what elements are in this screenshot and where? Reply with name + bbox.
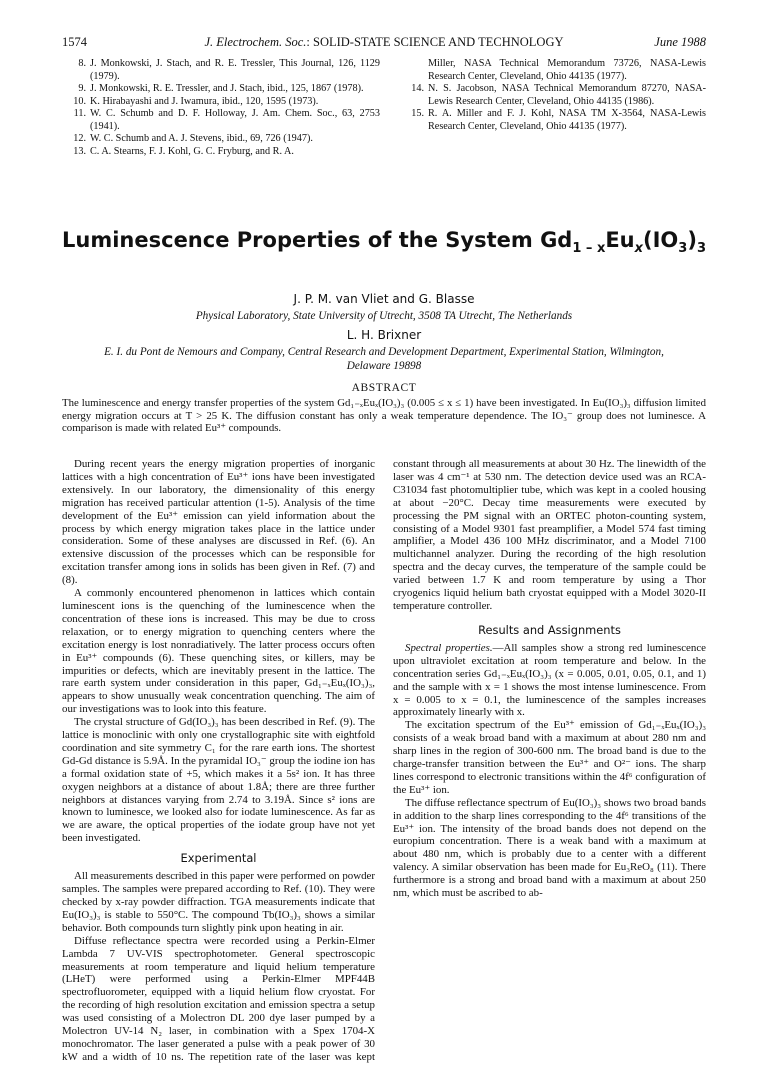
reference-item (62, 58, 380, 83)
title-subscript: 1 – x (572, 241, 606, 257)
reference-number: 13. (73, 145, 86, 157)
author-line-2: L. H. Brixner (346, 328, 422, 342)
reference-text: Miller, NASA Technical Memorandum 73726, NASA-Lewis Research Center, Cleveland, Ohio 44135 (1977). (428, 58, 706, 82)
article-title (62, 226, 706, 263)
journal-name: J. Electrochem. Soc. (204, 35, 307, 49)
reference-item (62, 146, 380, 159)
body-paragraph: The crystal structure of Gd(IO₃)₃ has been described in Ref. (9). The lattice is monoclinic with only one crystallographic site with eightfold coordination and site symmetry C₁ for the rare earth ions. The shortest Gd-Gd distance is 5.9Å. In the pyramidal IO₃⁻ group the iodine ion has a formal oxidation state of +5, which makes it a 5s² ion. It has three oxygen neighbors at a distance of about 1.8Å; there are three further neighbors at distances varying from 2.74 to 3.19Å. Since s² ions are known to luminesce, we looked also for iodate luminescence. As far as we are aware, the optical properties of the iodate group have not yet been investigated. (62, 716, 375, 845)
body-paragraph: All measurements described in this paper were performed on powder samples. The samples were prepared according to Ref. (10). They were checked by x-ray powder diffraction. TGA measurements indicate that Eu(IO₃)₃ is stable to 550°C. The compound Tb(IO₃)₃ shows a similar behavior. Both compounds turn slightly pink upon heating in air. (62, 870, 375, 934)
body-paragraph: Diffuse reflectance spectra were recorded using a Perkin-Elmer Lambda 7 UV-VIS spectrophotometer. General spectroscopic measurements at room temperature and liquid helium temperature (LHeT) were performed using a Perkin-Elmer MPF44B spectrofluorometer, equipped with a liquid helium flow cryostat. For the recording of high resolution excitation and emission spectra a setup was used consisting of a Molectron DL 200 dye laser pumped by a Molectron UV-14 N₂ laser, in combination with a Spex 1704-X monochromator. The laser generated a pulse with a peak power of 30 kW and a width of 10 ns. The repetition rate of the laser was kept constant through all measurements at about 30 Hz. The linewidth of the laser was 4 cm⁻¹ at 530 nm. The detection device used was an RCA-C31034 fast photomultiplier tube, which was kept in a cooled housing at about −20°C. Decay time measurements were executed by processing the PM signal with an ORTEC photon-counting system, consisting of a Model 9301 fast preamplifier, a Model 574 fast timing amplifier, a Model 436 100 MHz discriminator, and a Model 7100 multichannel analyzer. During the recording of the high resolution spectra and the decay curves, the temperature of the sample could be varied between 1.7 K and room temperature by using a Thor cryogenics liquid helium bath cryostat equipped with a Model 3020-II temperature controller. (62, 458, 706, 1063)
reference-text: J. Monkowski, J. Stach, and R. E. Tressler, This Journal, 126, 1129 (1979). (90, 58, 380, 82)
body-paragraph: During recent years the energy migration properties of inorganic lattices with a high concentration of Eu³⁺ ions have been investigated extensively. In our laboratory, the dimensionality of this energy migration has received particular attention (1-5). Analysis of the time development of the Eu³⁺ emission can yield information about the process by which energy migration takes place in the lattice under consideration. Some of these analyses are discussed in Ref. (6). An extensive discussion of the processes which can be responsible for excitation transfer among ions in solids has been given in Ref. (7) and (8). (62, 458, 375, 587)
section-heading-experimental: Experimental (180, 851, 257, 866)
title-subscript: x (634, 241, 644, 257)
abstract-text: The luminescence and energy transfer properties of the system Gd₁₋ₓEuₓ(IO₃)₃ (0.005 ≤ x ≤ 1) have been investigated. In Eu(IO₃)₃ diffusion limited energy migration occurs at T > 25 K. The diffusion constant has only a weak temperature dependence. The IO₃⁻ group does not luminesce. A comparison is made with related Eu³⁺ compounds. (62, 397, 706, 434)
page-number: 1574 (62, 35, 87, 49)
paragraph-lead-in: Spectral properties. (405, 641, 493, 654)
reference-number: 12. (73, 133, 86, 144)
reference-text: W. C. Schumb and A. J. Stevens, ibid., 69, 726 (1947). (90, 133, 313, 144)
reference-number: 8. (78, 58, 86, 69)
reference-item (62, 133, 380, 146)
reference-text: W. C. Schumb and D. F. Holloway, J. Am. Chem. Soc., 63, 2753 (1941). (90, 108, 380, 132)
body-paragraph (393, 642, 706, 719)
article-body (62, 458, 706, 1066)
title-text: Eu (605, 228, 635, 252)
reference-number (400, 58, 428, 83)
reference-number: 14. (411, 83, 424, 94)
title-text: (IO (643, 228, 679, 252)
section-heading-results: Results and Assignments (478, 622, 621, 637)
reference-item (62, 96, 380, 109)
reference-text: K. Hirabayashi and J. Iwamura, ibid., 120, 1595 (1973). (90, 95, 319, 107)
author-line-1: J. P. M. van Vliet and G. Blasse (293, 292, 475, 306)
reference-item (62, 83, 380, 96)
running-header (62, 34, 706, 50)
journal-title (62, 34, 706, 50)
journal-section: : SOLID-STATE SCIENCE AND TECHNOLOGY (306, 35, 564, 49)
reference-text: C. A. Stearns, F. J. Kohl, G. C. Fryburg, and R. A. (90, 145, 294, 157)
reference-column-left (62, 58, 380, 158)
reference-number: 10. (73, 95, 86, 107)
affiliation-1: Physical Laboratory, State University of Utrecht, 3508 TA Utrecht, The Netherlands (195, 310, 573, 322)
title-text: Luminescence Properties of the System Gd (62, 228, 573, 252)
title-subscript: 3 (678, 241, 688, 257)
reference-number: 9. (78, 83, 86, 94)
affiliation-2: E. I. du Pont de Nemours and Company, Central Research and Development Department, Experimental Station, Wilmington, Delaware 19898 (104, 346, 664, 372)
reference-column-right (400, 58, 706, 133)
issue-date: June 1988 (654, 35, 706, 49)
body-paragraph: The diffuse reflectance spectrum of Eu(IO₃)₃ shows two broad bands in addition to the sharp lines corresponding to the 4f⁶ transitions of the Eu³⁺ ion. The intensity of the broad bands does not depend on the europium concentration. There is a weak band with a maximum at about 480 nm, which is probably due to a center with a different valency. A similar observation has been made for Eu₃ReO₈ (11). There furthermore is a strong and broad band with a maximum at about 250 nm, which must be ascribed to ab- (393, 796, 706, 900)
reference-item (400, 108, 706, 133)
title-subscript: 3 (696, 241, 706, 257)
reference-item (400, 83, 706, 108)
title-text: ) (687, 228, 697, 252)
reference-item (400, 58, 706, 83)
abstract-heading: ABSTRACT (351, 382, 417, 394)
reference-item (62, 108, 380, 133)
reference-text: J. Monkowski, R. E. Tressler, and J. Stach, ibid., 125, 1867 (1978). (90, 83, 364, 94)
body-paragraph: The excitation spectrum of the Eu³⁺ emission of Gd₁₋ₓEuₓ(IO₃)₃ consists of a weak broad band with a maximum at about 280 nm and sharp lines in the region of 300-600 nm. The broad band is due to the charge-transfer transition between the Eu³⁺ and O²⁻ ions. The sharp lines correspond to electronic transitions within the 4f⁶ configuration of the Eu³⁺ ion. (393, 719, 706, 796)
reference-text: R. A. Miller and F. J. Kohl, NASA TM X-3564, NASA-Lewis Research Center, Cleveland, Ohio 44135 (1977). (428, 108, 706, 132)
reference-text: N. S. Jacobson, NASA Technical Memorandum 87270, NASA-Lewis Research Center, Cleveland, Ohio 44135 (1986). (428, 83, 706, 107)
paragraph-text: —All samples show a strong red luminescence upon ultraviolet excitation at room temperature and below. In the concentration series Gd₁₋ₓEuₓ(IO₃)₃ (x = 0.005, 0.01, 0.05, 0.1, and 1) and the sample with x = 1 shows the most intense luminescence. From x = 0.005 to x = 0.1, the luminescence of the samples increases approximately linearly with x. (393, 641, 706, 719)
reference-number: 11. (73, 108, 86, 119)
reference-number: 15. (411, 108, 424, 119)
body-paragraph: A commonly encountered phenomenon in lattices which contain luminescent ions is the quenching of the luminescence when the concentration of these ions is increased. This may be due to cross relaxation, or to energy migration to quenching centers where the excitation energy is lost nonradiatively. The latter process occurs often in Eu³⁺ compounds (6). These quenching sites, or killers, may be impurities or defects, which are inevitably present in the lattice. The rare earth system under consideration in this paper, Gd₁₋ₓEuₓ(IO₃)₃, appears to show unusually weak concentration quenching. The aim of our investigations was to look into this feature. (62, 587, 375, 716)
